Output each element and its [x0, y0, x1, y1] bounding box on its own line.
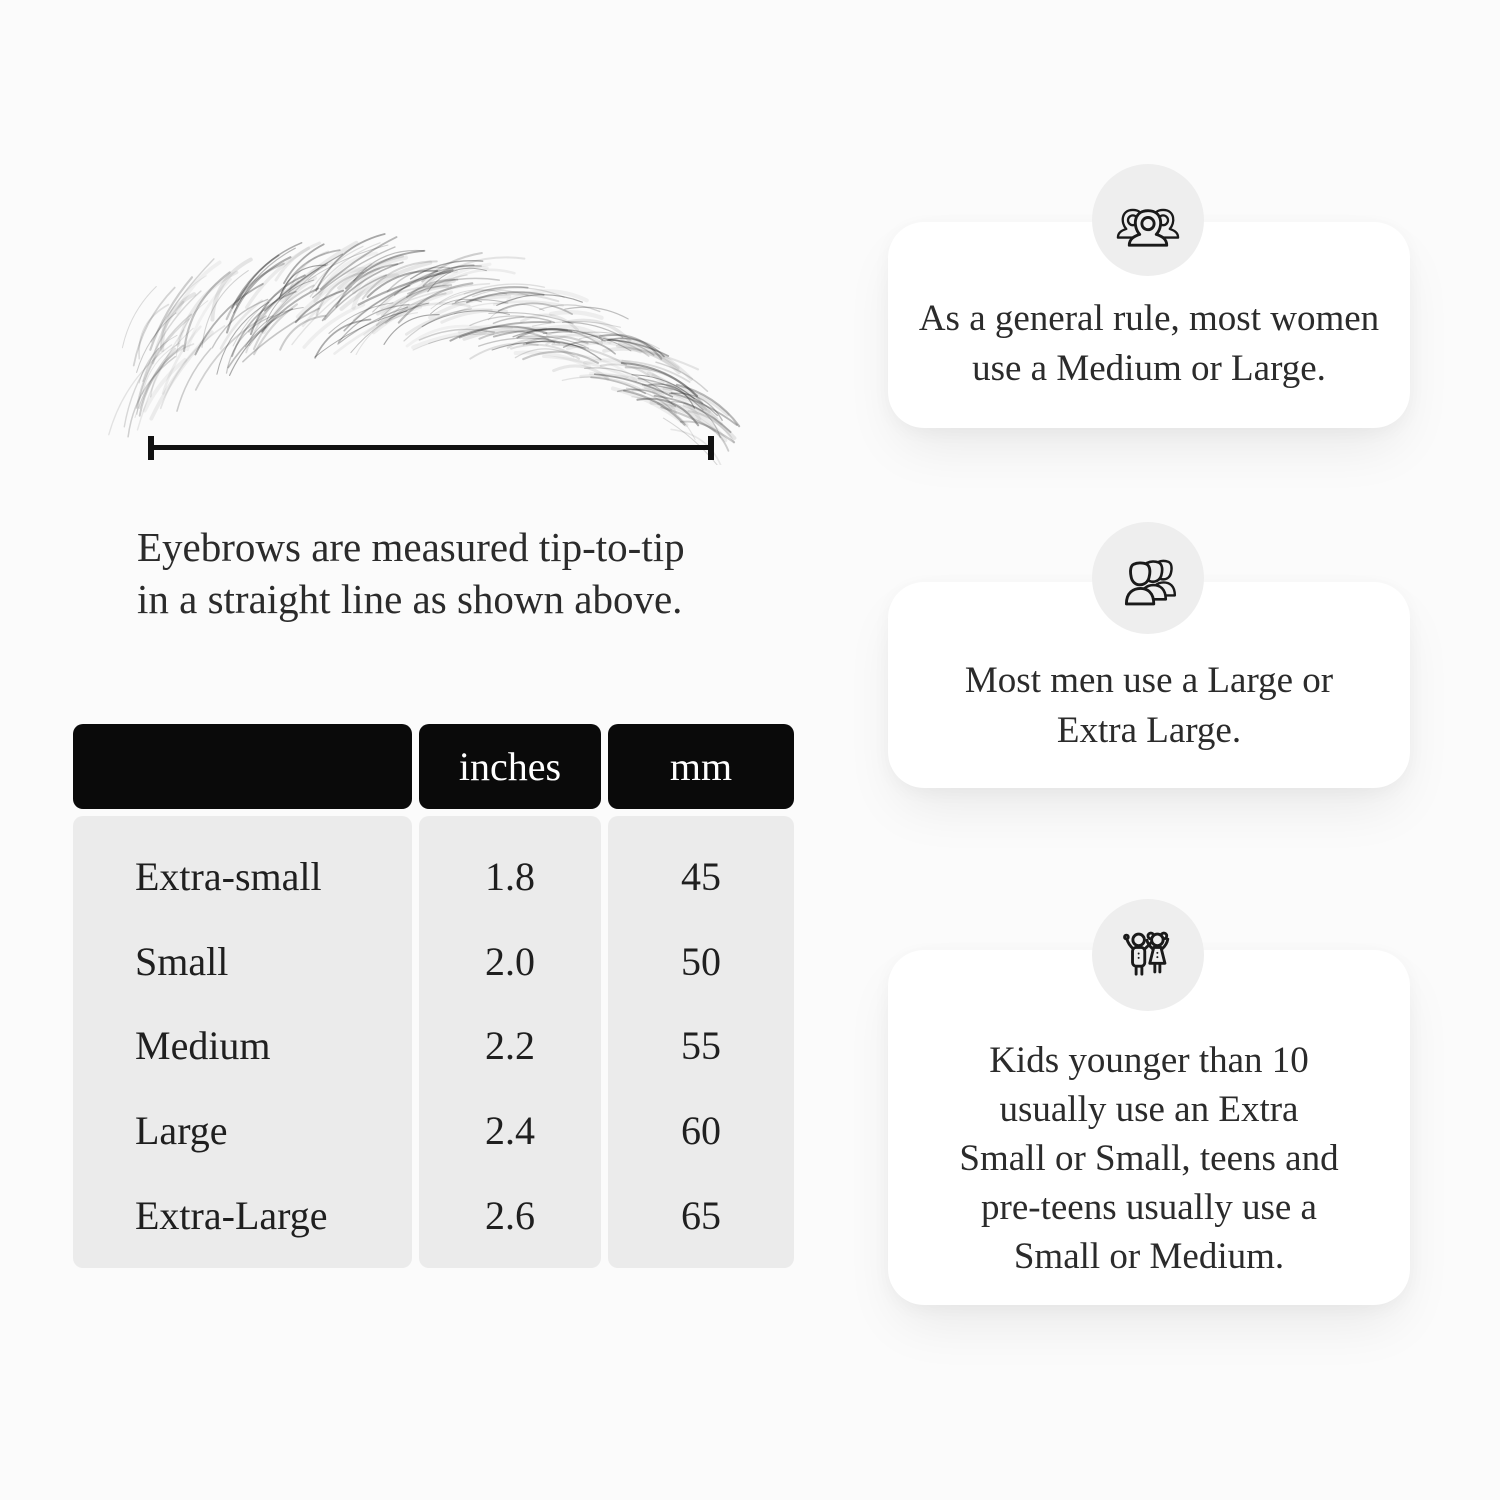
size-table-rows	[73, 816, 794, 1268]
size-label: Extra-Large	[135, 1193, 328, 1239]
kids-icon	[1112, 919, 1184, 991]
men-advice-line-2: Extra Large.	[1056, 710, 1242, 751]
kids-advice-line-2: usually use an Extra	[999, 1089, 1299, 1130]
kids-advice-line-1: Kids younger than 10	[989, 1040, 1309, 1081]
size-mm: 50	[681, 938, 721, 984]
kids-icon-circle	[1092, 899, 1204, 1011]
men-icon-circle	[1092, 522, 1204, 634]
table-row	[73, 1088, 794, 1173]
size-inches: 2.6	[485, 1193, 535, 1239]
men-group-icon	[1112, 542, 1184, 614]
men-advice-text	[965, 656, 1333, 756]
size-mm: 60	[681, 1108, 721, 1154]
size-inches: 2.2	[485, 1023, 535, 1069]
women-icon-circle	[1092, 164, 1204, 276]
size-inches: 1.8	[485, 853, 535, 899]
size-mm: 55	[681, 1023, 721, 1069]
table-header-blank	[73, 724, 412, 809]
women-advice-line-2: use a Medium or Large.	[972, 348, 1326, 389]
men-advice-line-1: Most men use a Large or	[964, 660, 1334, 701]
women-advice-line-1: As a general rule, most women	[918, 298, 1380, 339]
eyebrow-illustration	[90, 225, 750, 465]
table-header-inches: inches	[419, 724, 601, 809]
size-label: Small	[135, 938, 229, 984]
size-mm: 45	[681, 853, 721, 899]
kids-advice-text	[959, 1036, 1338, 1281]
kids-advice-line-4: pre-teens usually use a	[981, 1187, 1317, 1228]
measurement-caption	[137, 521, 685, 625]
size-inches: 2.4	[485, 1108, 535, 1154]
kids-advice-line-5: Small or Medium.	[1013, 1236, 1285, 1277]
measurement-line-right-cap	[708, 436, 714, 460]
caption-line-2: in a straight line as shown above.	[137, 576, 683, 622]
size-inches: 2.0	[485, 938, 535, 984]
size-mm: 65	[681, 1193, 721, 1239]
size-label: Large	[135, 1108, 228, 1154]
women-advice-text	[919, 294, 1379, 394]
table-header-mm: mm	[608, 724, 794, 809]
size-label: Extra-small	[135, 853, 322, 899]
table-row	[73, 1004, 794, 1089]
table-row	[73, 1173, 794, 1258]
size-label: Medium	[135, 1023, 271, 1069]
women-group-icon	[1112, 184, 1184, 256]
table-row	[73, 919, 794, 1004]
kids-advice-line-3: Small or Small, teens and	[959, 1138, 1339, 1179]
table-row	[73, 834, 794, 919]
measurement-line	[152, 445, 710, 450]
caption-line-1: Eyebrows are measured tip-to-tip	[137, 524, 685, 570]
